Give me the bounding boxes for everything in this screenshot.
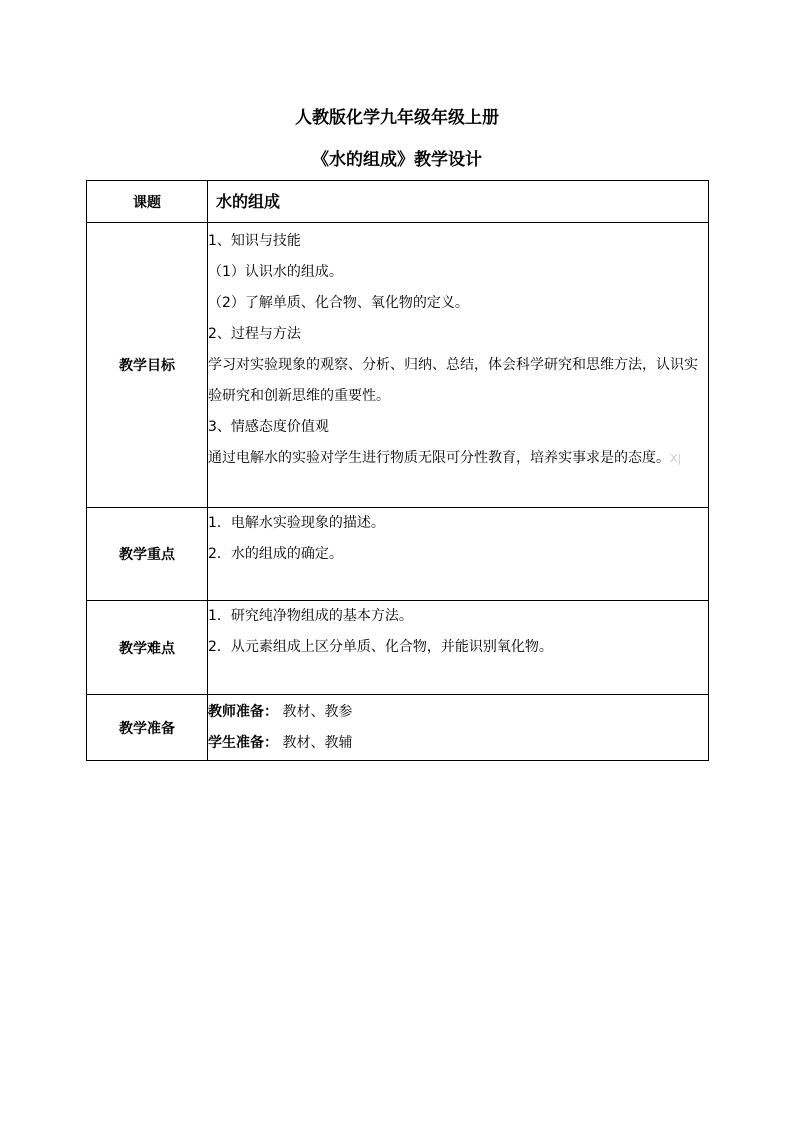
key-points-label: 教学重点	[87, 508, 208, 601]
objective-paragraph-with-mark	[208, 443, 708, 474]
objective-line: 2、过程与方法	[208, 326, 301, 342]
objective-line: 3、情感态度价值观	[208, 419, 329, 435]
objective-paragraph: 学习对实验现象的观察、分析、归纳、总结，体会科学研究和思维方法，认识实验研究和创新思维的重要性。	[208, 357, 698, 404]
student-prep-label: 学生准备：	[208, 735, 278, 751]
document-title: 人教版化学九年级年级上册	[295, 108, 499, 128]
difficulty-line: 2．从元素组成上区分单质、化合物，并能识别氧化物。	[208, 639, 553, 655]
row-difficulties	[87, 601, 709, 695]
teacher-prep-value: 教材、教参	[282, 704, 353, 720]
key-points-cell	[208, 508, 709, 601]
preparation-label: 教学准备	[87, 695, 208, 761]
student-prep-line	[208, 728, 708, 759]
key-point-line: 2．水的组成的确定。	[208, 546, 343, 562]
teacher-prep-label: 教师准备：	[208, 704, 278, 720]
objectives-cell	[208, 223, 709, 508]
difficulty-line: 1．研究纯净物组成的基本方法。	[208, 608, 413, 624]
cursor-mark: X|	[670, 452, 682, 465]
preparation-cell	[208, 695, 709, 761]
document-subtitle: 《水的组成》教学设计	[312, 150, 482, 170]
row-preparation	[87, 695, 709, 761]
objective-line: （1）认识水的组成。	[208, 264, 343, 280]
topic-label: 课题	[87, 181, 208, 223]
objective-line: （2）了解单质、化合物、氧化物的定义。	[208, 295, 469, 311]
key-point-line: 1．电解水实验现象的描述。	[208, 515, 385, 531]
difficulties-label: 教学难点	[87, 601, 208, 695]
topic-cell	[208, 181, 709, 223]
difficulties-cell	[208, 601, 709, 695]
row-objectives	[87, 223, 709, 508]
row-topic	[87, 181, 709, 223]
topic-value: 水的组成	[216, 191, 281, 211]
objectives-label: 教学目标	[87, 223, 208, 508]
objective-line: 1、知识与技能	[208, 233, 301, 249]
student-prep-value: 教材、教辅	[282, 735, 353, 751]
row-key-points	[87, 508, 709, 601]
lesson-plan-table	[86, 180, 709, 761]
objective-paragraph-text: 通过电解水的实验对学生进行物质无限可分性教育，培养实事求是的态度。	[208, 450, 670, 466]
teacher-prep-line	[208, 697, 708, 728]
